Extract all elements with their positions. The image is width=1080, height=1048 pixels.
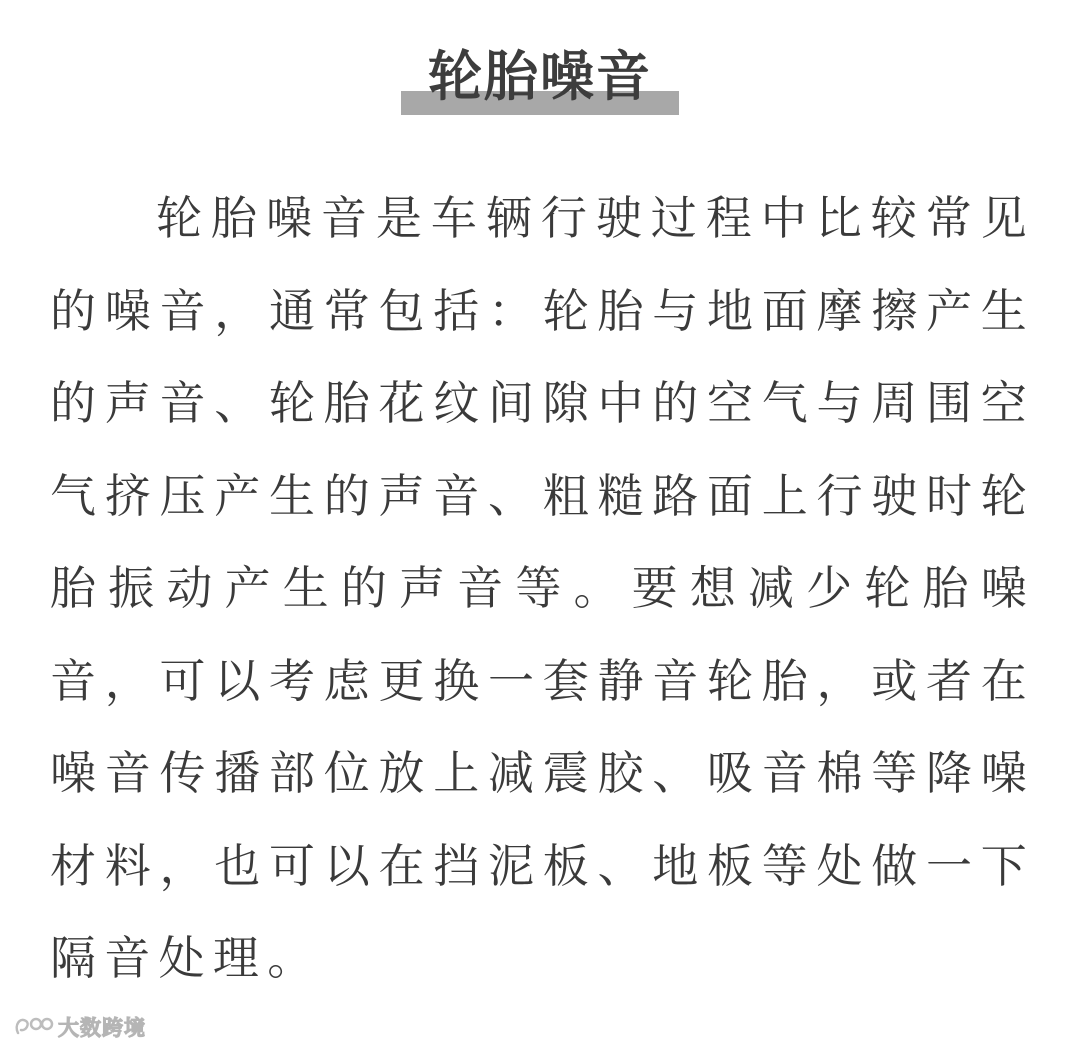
watermark bbox=[12, 1012, 146, 1042]
brand-logo-icon bbox=[12, 1013, 54, 1041]
section-heading bbox=[0, 40, 1080, 120]
article-paragraph: 轮胎噪音是车辆行驶过程中比较常见的噪音，通常包括：轮胎与地面摩擦产生的声音、轮胎花纹间隙中的空气与周围空气挤压产生的声音、粗糙路面上行驶时轮胎振动产生的声音等。要想减少轮胎噪音，可以考虑更换一套静音轮胎，或者在噪音传播部位放上减震胶、吸音棉等降噪材料，也可以在挡泥板、地板等处做一下隔音处理。 bbox=[50, 191, 1035, 985]
watermark-text: 大数跨境 bbox=[58, 1016, 146, 1040]
heading-text: 轮胎噪音 bbox=[428, 45, 652, 108]
